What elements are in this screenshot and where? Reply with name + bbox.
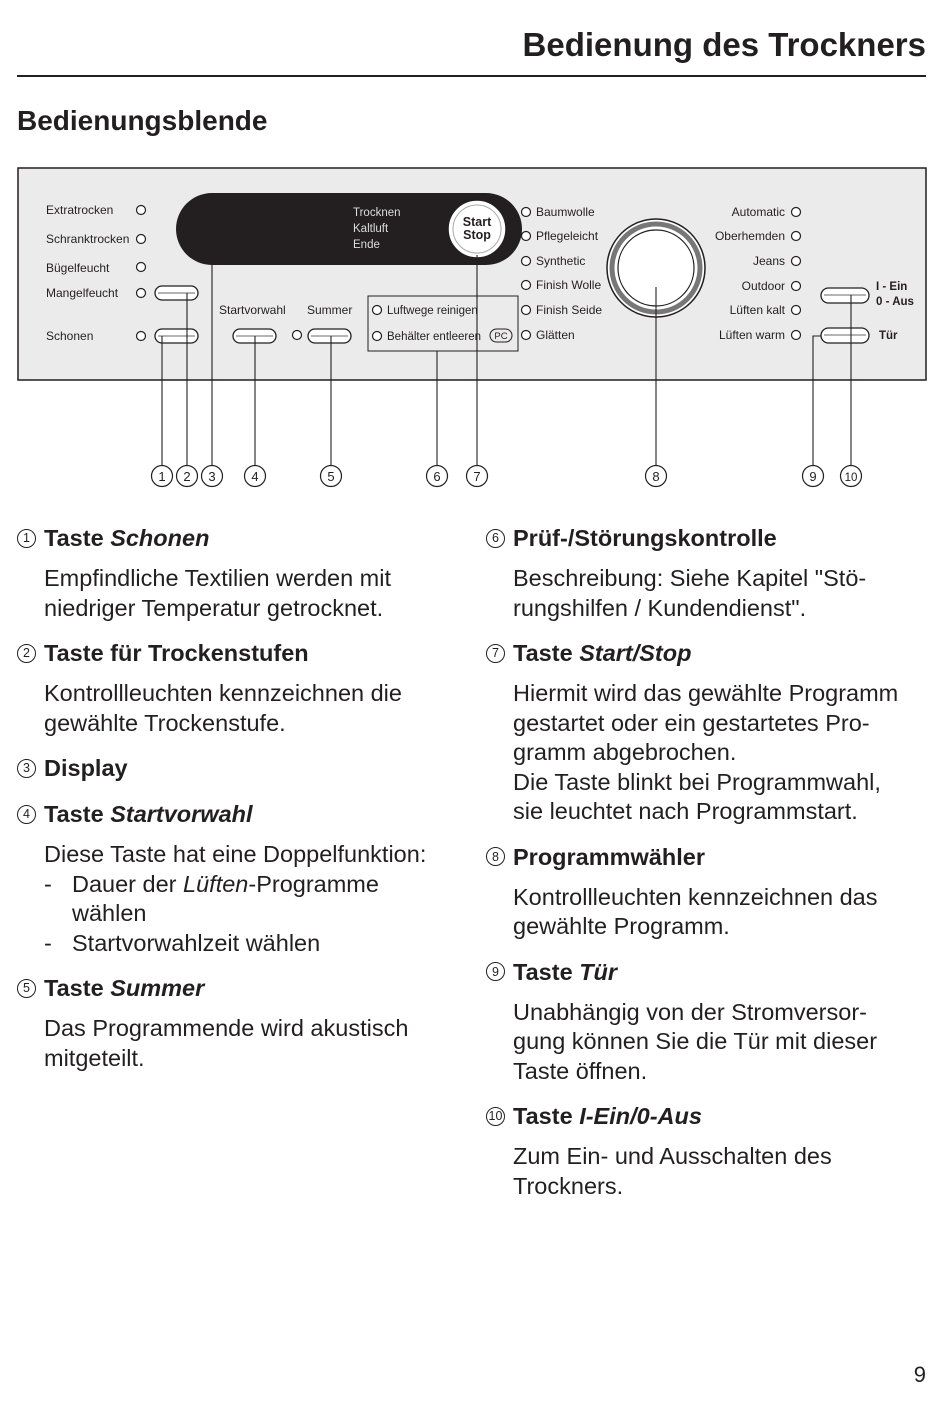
description-line: mitgeteilt. (44, 1044, 145, 1071)
led-icon (137, 332, 146, 341)
legend-item-title: Programmwähler (513, 843, 705, 870)
legend-item-description (44, 840, 457, 958)
legend-item-heading (486, 841, 926, 873)
legend-item-description (513, 883, 926, 942)
svg-text:Automatic: Automatic (731, 205, 785, 219)
description-line: gewählte Programm. (513, 913, 730, 939)
description-line: Die Taste blinkt bei Programmwahl, (513, 768, 881, 795)
description-line: niedriger Temperatur getrocknet. (44, 594, 384, 621)
legend-item-heading (486, 522, 926, 554)
callout-number-icon: 10 (486, 1107, 505, 1126)
stop-label: Stop (463, 228, 491, 242)
description-line: Das Programmende wird akustisch (44, 1015, 409, 1041)
legend-item-title: Taste für Trockenstufen (44, 640, 309, 666)
legend-item (17, 522, 457, 623)
svg-text:Oberhemden: Oberhemden (714, 229, 785, 243)
description-line: gung können Sie die Tür mit dieser (513, 1028, 878, 1054)
legend-item-title: Taste (44, 525, 111, 551)
description-line: Empfindliche Textilien werden mit (44, 565, 392, 591)
legend-item-title: Taste (44, 975, 111, 1001)
legend-item (486, 956, 926, 1087)
led-icon (137, 289, 146, 298)
startvorwahl-label: Startvorwahl (219, 303, 286, 317)
legend-item-description (44, 1014, 457, 1073)
callout-number-icon: 5 (17, 979, 36, 998)
legend-item (486, 637, 926, 827)
legend-item (486, 1100, 926, 1201)
legend-item-title: Taste (513, 1103, 580, 1129)
svg-text:8: 8 (652, 469, 660, 484)
description-line: Taste öffnen. (513, 1057, 648, 1084)
description-line: Unabhängig von der Stromversor- (513, 998, 867, 1025)
callout-number-icon: 4 (17, 805, 36, 824)
led-icon (137, 206, 146, 215)
legend-item (17, 972, 457, 1073)
legend-item-description (44, 564, 457, 623)
legend-item-title: Prüf-/Störungskontrolle (513, 525, 777, 551)
legend-item-heading (17, 752, 457, 784)
page-number: 9 (913, 1362, 926, 1387)
legend-item-title-emphasis: I-Ein/0-Aus (579, 1103, 702, 1129)
legend-item-description (44, 679, 457, 738)
legend-item (17, 798, 457, 958)
svg-text:Glätten: Glätten (536, 328, 575, 342)
bullet-text (72, 929, 320, 959)
svg-text:Pflegeleicht: Pflegeleicht (536, 229, 599, 243)
description-line: Zum Ein- und Ausschalten des (513, 1143, 832, 1169)
legend-item-description (513, 998, 926, 1087)
summer-led-icon (293, 331, 302, 340)
bullet-text-continuation: wählen (72, 900, 147, 926)
svg-text:2: 2 (183, 469, 191, 484)
svg-text:Ende: Ende (353, 239, 380, 251)
power-label-on: I - Ein (876, 281, 908, 293)
bullet-text-part: Dauer der (72, 870, 184, 897)
description-line: Hiermit wird das gewählte Programm (513, 680, 899, 706)
svg-text:1: 1 (158, 469, 166, 484)
led-label-schonen: Schonen (46, 329, 94, 343)
bullet-text-part: Startvorwahlzeit wählen (72, 929, 321, 956)
description-line: gestartet oder ein gestartetes Pro- (513, 709, 870, 736)
header-rule (17, 75, 926, 77)
section-title: Bedienungsblende (17, 105, 268, 136)
door-label: Tür (879, 330, 898, 342)
svg-text:Lüften warm: Lüften warm (718, 328, 785, 342)
description-line: sie leuchtet nach Programmstart. (513, 798, 858, 824)
callout-number-icon: 1 (17, 529, 36, 548)
legend-item-title: Taste (513, 640, 580, 666)
description-line: Trockners. (513, 1172, 624, 1199)
led-icon (137, 263, 146, 272)
legend-item-description (513, 679, 926, 827)
svg-text:Outdoor: Outdoor (741, 279, 785, 293)
description-line: gewählte Trockenstufe. (44, 709, 286, 736)
svg-text:Finish Seide: Finish Seide (536, 303, 603, 317)
bullet-dash: - (44, 870, 52, 897)
start-label: Start (462, 215, 492, 229)
svg-text:Baumwolle: Baumwolle (536, 205, 595, 219)
bullet-text-part: -Programme (248, 870, 379, 897)
svg-text:7: 7 (473, 469, 481, 484)
svg-text:10: 10 (844, 472, 858, 484)
legend-item-title-emphasis: Tür (579, 958, 618, 985)
svg-text:3: 3 (208, 469, 216, 484)
legend-item-heading (486, 637, 926, 669)
svg-text:5: 5 (327, 469, 335, 484)
callout-number-icon: 6 (486, 529, 505, 548)
led-label-extratrocken: Extratrocken (46, 203, 114, 217)
page-header-title: Bedienung des Trockners (522, 26, 926, 63)
legend-item-title-emphasis: Schonen (110, 525, 210, 551)
callout-number-icon: 2 (17, 644, 36, 663)
legend-item-heading (17, 637, 457, 669)
legend-item-description (513, 564, 926, 623)
legend-item-title-emphasis: Start/Stop (579, 640, 692, 666)
callout-number-icon: 8 (486, 847, 505, 866)
bullet-text-emphasis: Lüften (183, 870, 249, 897)
svg-text:Jeans: Jeans (752, 254, 785, 268)
led-label-luftwege: Luftwege reinigen (387, 305, 478, 317)
led-label-behaelter: Behälter entleeren (387, 331, 481, 343)
svg-text:9: 9 (809, 469, 817, 484)
legend-item-title: Taste (44, 801, 111, 827)
description-line: Kontrollleuchten kennzeichnen die (44, 680, 402, 706)
svg-text:Kaltluft: Kaltluft (353, 223, 389, 235)
legend-item-title-emphasis: Summer (110, 975, 205, 1001)
bullet-item (44, 870, 457, 929)
bullet-item (44, 929, 457, 959)
description-line: rungshilfen / Kundendienst". (513, 594, 807, 621)
legend-column-left (17, 522, 457, 1087)
power-label-off: 0 - Aus (876, 296, 914, 308)
legend-item-heading (17, 522, 457, 554)
callout-number-icon: 9 (486, 962, 505, 981)
legend-item (17, 637, 457, 738)
legend-item-heading (486, 956, 926, 988)
led-icon (137, 235, 146, 244)
svg-text:Lüften kalt: Lüften kalt (729, 303, 785, 317)
legend-item-heading (17, 972, 457, 1004)
description-line: gramm abgebrochen. (513, 739, 737, 765)
description-line: Diese Taste hat eine Doppelfunktion: (44, 841, 427, 867)
svg-text:PC: PC (494, 331, 508, 342)
legend-item-description (513, 1142, 926, 1201)
legend-item-title: Taste (513, 958, 580, 985)
bullet-dash: - (44, 929, 52, 956)
legend-column-right (486, 522, 926, 1215)
svg-text:Synthetic: Synthetic (536, 254, 586, 268)
led-label-buegelfeucht: Bügelfeucht (46, 261, 110, 275)
description-line: Beschreibung: Siehe Kapitel "Stö- (513, 565, 867, 591)
svg-text:4: 4 (251, 469, 259, 484)
svg-text:Finish Wolle: Finish Wolle (536, 278, 602, 292)
bullet-text (72, 870, 379, 929)
svg-text:6: 6 (433, 469, 441, 484)
led-label-schranktrocken: Schranktrocken (46, 232, 130, 246)
legend-item-heading (486, 1100, 926, 1132)
callout-number-icon: 7 (486, 644, 505, 663)
control-panel-diagram (0, 160, 950, 500)
led-label-mangelfeucht: Mangelfeucht (46, 286, 119, 300)
legend-item (486, 522, 926, 623)
description-line: Kontrollleuchten kennzeichnen das (513, 883, 878, 910)
legend-item-title-emphasis: Startvorwahl (110, 801, 253, 827)
legend-item (17, 752, 457, 784)
legend-item-heading (17, 798, 457, 830)
legend-item (486, 841, 926, 942)
summer-label: Summer (307, 303, 353, 317)
legend-item-title: Display (44, 755, 128, 781)
callout-number-icon: 3 (17, 759, 36, 778)
svg-text:Trocknen: Trocknen (353, 207, 401, 219)
